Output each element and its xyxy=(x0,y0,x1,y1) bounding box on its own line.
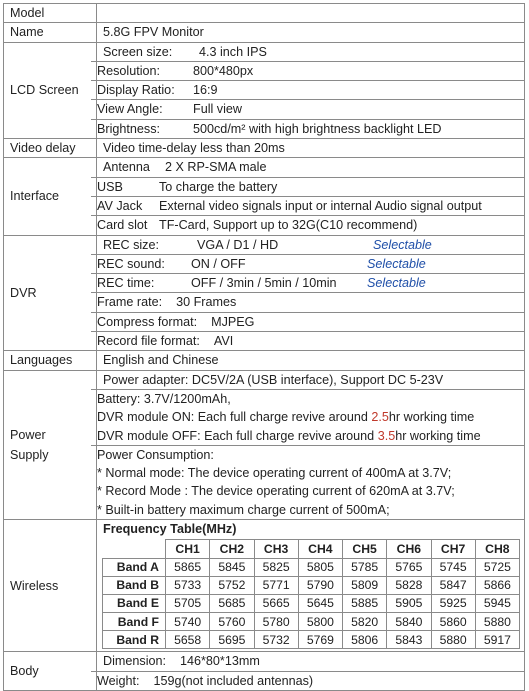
frequency-cell: 5847 xyxy=(431,576,475,594)
dvr-on-suffix: hr working time xyxy=(388,410,475,425)
label-video-delay xyxy=(4,139,97,158)
band-row xyxy=(103,613,520,631)
frequency-cell: 5732 xyxy=(254,631,298,649)
body-spec-row xyxy=(91,671,524,690)
interface-spec-value: External video signals input or internal Audio signal output xyxy=(159,198,482,213)
dvr-spec-row xyxy=(91,292,524,311)
channel-header: CH2 xyxy=(210,540,254,558)
lcd-spec-value: 16:9 xyxy=(193,83,218,98)
frequency-cell: 5905 xyxy=(387,594,431,612)
body-spec-key: Dimension: xyxy=(103,654,166,669)
consumption-normal: * Normal mode: The device operating current of 400mA at 3.7V; xyxy=(97,466,452,481)
frequency-cell: 5840 xyxy=(387,613,431,631)
row-body xyxy=(4,652,525,691)
lcd-spec-row xyxy=(97,43,524,61)
power-group-2 xyxy=(91,389,524,445)
dvr-on-hours: 2.5 xyxy=(371,410,389,425)
frequency-cell: 5760 xyxy=(210,613,254,631)
label-model xyxy=(4,4,97,23)
frequency-cell: 5828 xyxy=(387,576,431,594)
dvr-label: DVR xyxy=(10,285,37,300)
dvr-spec-selectable-tag: Selectable xyxy=(373,237,432,252)
model-label: Model xyxy=(10,6,45,20)
row-model xyxy=(4,4,525,23)
dvr-spec-value: OFF / 3min / 5min / 10min xyxy=(191,276,337,291)
interface-rows xyxy=(97,158,524,234)
dvr-spec-row xyxy=(97,236,524,254)
interface-spec-key: Card slot xyxy=(97,218,148,233)
name-value: 5.8G FPV Monitor xyxy=(103,25,204,40)
dvr-off-text: DVR module OFF: Each full charge revive around xyxy=(97,428,378,443)
dvr-spec-row xyxy=(91,273,524,292)
frequency-cell: 5752 xyxy=(210,576,254,594)
row-power xyxy=(4,370,525,519)
dvr-spec-row xyxy=(91,254,524,273)
interface-spec-row xyxy=(91,215,524,234)
dvr-spec-selectable-tag: Selectable xyxy=(367,276,426,291)
name-label: Name xyxy=(10,25,44,40)
languages-value: English and Chinese xyxy=(103,353,219,368)
lcd-spec-value: 800*480px xyxy=(193,63,254,78)
band-row xyxy=(103,558,520,576)
frequency-cell: 5866 xyxy=(475,576,519,594)
row-video-delay xyxy=(4,139,525,158)
frequency-table xyxy=(102,539,520,649)
languages-label: Languages xyxy=(10,353,73,368)
label-dvr xyxy=(4,235,97,351)
frequency-cell: 5665 xyxy=(254,594,298,612)
frequency-cell: 5790 xyxy=(298,576,342,594)
frequency-cell: 5825 xyxy=(254,558,298,576)
frequency-cell: 5843 xyxy=(387,631,431,649)
band-row xyxy=(103,576,520,594)
label-interface xyxy=(4,158,97,235)
body-spec-value: 146*80*13mm xyxy=(180,654,260,669)
dvr-spec-selectable-tag: Selectable xyxy=(367,256,426,271)
dvr-on-text: DVR module ON: Each full charge revive around xyxy=(97,410,372,425)
label-body xyxy=(4,652,97,691)
channel-header: CH4 xyxy=(298,540,342,558)
interface-spec-key: AV Jack xyxy=(97,198,143,213)
body-label: Body xyxy=(10,664,39,679)
consumption-title: Power Consumption: xyxy=(97,447,214,462)
body-spec-value: 159g(not included antennas) xyxy=(153,673,314,688)
frequency-cell: 5809 xyxy=(343,576,387,594)
frequency-cell: 5865 xyxy=(166,558,210,576)
frequency-cell: 5765 xyxy=(387,558,431,576)
value-model xyxy=(97,4,525,23)
band-name: Band A xyxy=(103,558,166,576)
row-wireless xyxy=(4,520,525,652)
frequency-table-title: Frequency Table(MHz) xyxy=(103,522,237,537)
interface-spec-key: Antenna xyxy=(103,160,150,175)
lcd-spec-value: 500cd/m² with high brightness backlight LED xyxy=(193,121,442,136)
label-name xyxy=(4,23,97,42)
power-adapter: Power adapter: DC5V/2A (USB interface), Support DC 5-23V xyxy=(103,372,444,387)
dvr-spec-row xyxy=(91,331,524,350)
lcd-spec-key: Display Ratio: xyxy=(97,83,175,98)
dvr-spec-value: MJPEG xyxy=(211,314,255,329)
frequency-cell: 5705 xyxy=(166,594,210,612)
band-name: Band E xyxy=(103,594,166,612)
power-label: Power Supply xyxy=(10,427,49,462)
frequency-cell: 5780 xyxy=(254,613,298,631)
frequency-cell: 5880 xyxy=(475,613,519,631)
frequency-cell: 5945 xyxy=(475,594,519,612)
channel-header: CH3 xyxy=(254,540,298,558)
channel-header: CH5 xyxy=(343,540,387,558)
interface-details xyxy=(97,158,525,235)
lcd-spec-row xyxy=(91,80,524,99)
band-name: Band B xyxy=(103,576,166,594)
power-dvr-on xyxy=(97,408,524,426)
frequency-cell: 5745 xyxy=(431,558,475,576)
row-name xyxy=(4,23,525,42)
value-video-delay xyxy=(97,139,525,158)
video-delay-label: Video delay xyxy=(10,141,76,156)
frequency-cell: 5685 xyxy=(210,594,254,612)
lcd-rows xyxy=(97,43,524,138)
frequency-cell: 5785 xyxy=(343,558,387,576)
interface-spec-row xyxy=(91,196,524,215)
row-dvr xyxy=(4,235,525,351)
channel-header: CH8 xyxy=(475,540,519,558)
channel-header: CH6 xyxy=(387,540,431,558)
dvr-rows xyxy=(97,236,524,351)
consumption-charge: * Built-in battery maximum charge current of 500mA; xyxy=(97,502,390,517)
frequency-cell: 5845 xyxy=(210,558,254,576)
interface-label: Interface xyxy=(10,189,60,204)
frequency-cell: 5800 xyxy=(298,613,342,631)
dvr-spec-key: Compress format: xyxy=(97,314,198,329)
row-interface xyxy=(4,158,525,235)
lcd-spec-key: Brightness: xyxy=(97,121,160,136)
frequency-cell: 5885 xyxy=(343,594,387,612)
wireless-details xyxy=(97,520,525,652)
dvr-spec-value: AVI xyxy=(213,334,234,349)
band-name: Band R xyxy=(103,631,166,649)
lcd-spec-value: 4.3 inch IPS xyxy=(199,44,267,59)
power-group-1 xyxy=(97,371,524,389)
label-lcd xyxy=(4,42,97,138)
consumption-record: * Record Mode : The device operating current of 620mA at 3.7V; xyxy=(97,484,455,499)
dvr-spec-key: REC sound: xyxy=(97,256,165,271)
row-languages xyxy=(4,351,525,370)
frequency-cell: 5860 xyxy=(431,613,475,631)
lcd-label: LCD Screen xyxy=(10,83,79,98)
spec-table xyxy=(3,3,525,691)
frequency-corner xyxy=(103,540,166,558)
value-name xyxy=(97,23,525,42)
dvr-spec-key: Record file format: xyxy=(97,334,200,349)
frequency-cell: 5806 xyxy=(343,631,387,649)
power-group-3 xyxy=(91,445,524,519)
lcd-details xyxy=(97,42,525,138)
frequency-cell: 5645 xyxy=(298,594,342,612)
lcd-spec-row xyxy=(91,119,524,138)
body-details xyxy=(97,652,525,691)
body-rows xyxy=(97,652,524,690)
band-row xyxy=(103,594,520,612)
lcd-spec-key: Screen size: xyxy=(103,44,173,59)
dvr-details xyxy=(97,235,525,351)
body-spec-key: Weight: xyxy=(97,673,140,688)
label-power xyxy=(4,370,97,519)
lcd-spec-row xyxy=(91,61,524,80)
frequency-cell: 5695 xyxy=(210,631,254,649)
lcd-spec-row xyxy=(91,99,524,118)
frequency-cell: 5771 xyxy=(254,576,298,594)
channel-header: CH7 xyxy=(431,540,475,558)
dvr-spec-row xyxy=(91,312,524,331)
dvr-spec-key: REC time: xyxy=(97,276,155,291)
interface-spec-value: To charge the battery xyxy=(159,179,278,194)
interface-spec-row xyxy=(97,158,524,176)
interface-spec-value: TF-Card, Support up to 32G(C10 recommend) xyxy=(159,218,418,233)
row-lcd xyxy=(4,42,525,138)
channel-header: CH1 xyxy=(166,540,210,558)
interface-spec-row xyxy=(91,177,524,196)
power-battery: Battery: 3.7V/1200mAh, xyxy=(97,391,231,406)
frequency-cell: 5740 xyxy=(166,613,210,631)
frequency-cell: 5820 xyxy=(343,613,387,631)
frequency-cell: 5805 xyxy=(298,558,342,576)
band-name: Band F xyxy=(103,613,166,631)
frequency-cell: 5658 xyxy=(166,631,210,649)
frequency-cell: 5725 xyxy=(475,558,519,576)
video-delay-value: Video time-delay less than 20ms xyxy=(103,141,285,156)
frequency-header-row xyxy=(103,540,520,558)
lcd-spec-value: Full view xyxy=(193,102,242,117)
power-details xyxy=(97,370,525,519)
dvr-off-hours: 3.5 xyxy=(377,428,396,443)
dvr-spec-key: Frame rate: xyxy=(97,295,163,310)
model-value xyxy=(103,4,524,22)
label-wireless xyxy=(4,520,97,652)
lcd-spec-key: Resolution: xyxy=(97,63,161,78)
frequency-cell: 5733 xyxy=(166,576,210,594)
dvr-spec-value: 30 Frames xyxy=(176,295,237,310)
interface-spec-key: USB xyxy=(97,179,123,194)
frequency-cell: 5769 xyxy=(298,631,342,649)
interface-spec-value: 2 X RP-SMA male xyxy=(165,160,267,175)
value-languages xyxy=(97,351,525,370)
dvr-off-suffix: hr working time xyxy=(395,428,481,443)
power-dvr-off xyxy=(97,427,524,445)
body-spec-row xyxy=(97,652,524,670)
dvr-spec-value: VGA / D1 / HD xyxy=(197,237,279,252)
label-languages xyxy=(4,351,97,370)
dvr-spec-key: REC size: xyxy=(103,237,159,252)
band-row xyxy=(103,631,520,649)
lcd-spec-key: View Angle: xyxy=(97,102,163,117)
frequency-cell: 5917 xyxy=(475,631,519,649)
frequency-cell: 5925 xyxy=(431,594,475,612)
frequency-cell: 5880 xyxy=(431,631,475,649)
wireless-label: Wireless xyxy=(10,578,59,593)
dvr-spec-value: ON / OFF xyxy=(191,256,246,271)
